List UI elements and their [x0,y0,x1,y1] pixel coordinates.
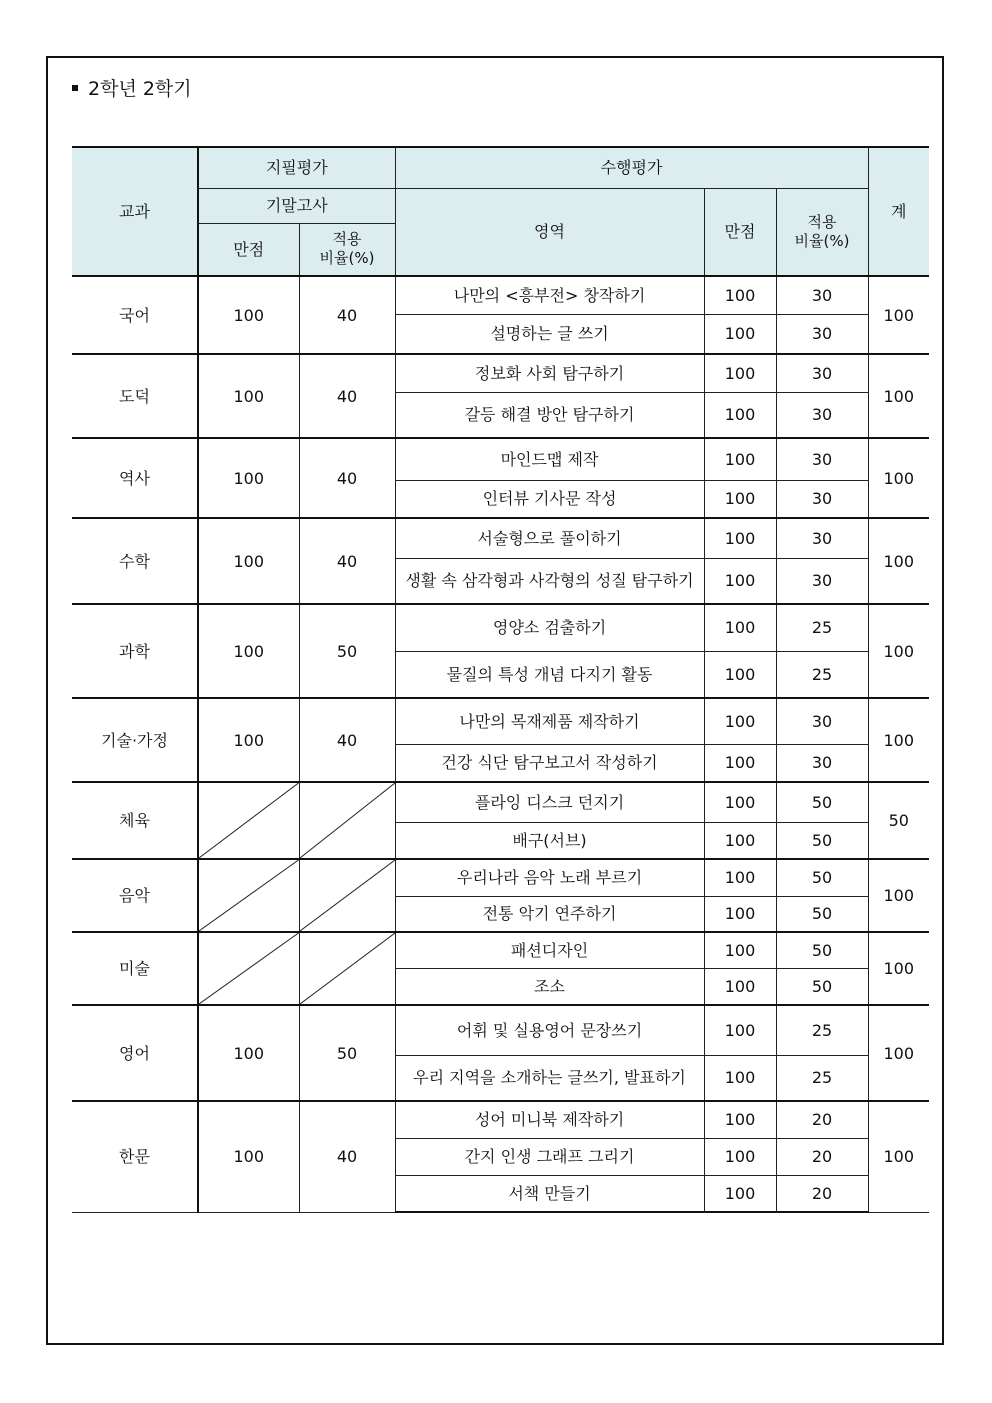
exam-full-score: 100 [198,518,299,604]
table-row [72,438,929,480]
exam-full-score: 100 [198,1101,299,1212]
section-heading [72,77,192,101]
task-ratio: 30 [776,480,868,518]
task-ratio: 50 [776,968,868,1005]
task-ratio: 20 [776,1138,868,1175]
task-full-score: 100 [704,822,776,859]
bullet-icon [72,85,78,91]
subject-total: 100 [868,1005,929,1101]
subject-name: 체육 [72,782,198,859]
task-ratio: 30 [776,354,868,392]
subject-name: 역사 [72,438,198,518]
task-area: 나만의 <흥부전> 창작하기 [395,276,704,314]
table-row [72,1005,929,1055]
task-area: 서술형으로 풀이하기 [395,518,704,558]
header-performance: 수행평가 [395,147,868,188]
header-area: 영역 [395,188,704,276]
header-perf-ratio-line1: 적용 [807,212,837,231]
task-full-score: 100 [704,782,776,822]
task-ratio: 50 [776,932,868,968]
exam-ratio-empty [299,859,395,932]
task-area: 패션디자인 [395,932,704,968]
task-full-score: 100 [704,932,776,968]
task-area: 갈등 해결 방안 탐구하기 [395,392,704,438]
exam-full-score: 100 [198,698,299,782]
header-total: 계 [868,147,929,276]
task-ratio: 30 [776,276,868,314]
task-area: 인터뷰 기사문 작성 [395,480,704,518]
task-area: 나만의 목재제품 제작하기 [395,698,704,744]
subject-total: 100 [868,354,929,438]
subject-total: 100 [868,1101,929,1212]
header-ratio [299,223,395,276]
task-full-score: 100 [704,744,776,782]
subject-name: 미술 [72,932,198,1005]
task-ratio: 30 [776,558,868,604]
task-area: 설명하는 글 쓰기 [395,314,704,354]
exam-ratio-empty [299,782,395,859]
exam-ratio: 40 [299,698,395,782]
task-ratio: 20 [776,1101,868,1138]
task-area: 어휘 및 실용영어 문장쓰기 [395,1005,704,1055]
header-ratio-line1: 적용 [332,230,362,249]
subject-name: 한문 [72,1101,198,1212]
header-ratio-line2: 비율(%) [319,249,375,268]
task-full-score: 100 [704,896,776,932]
exam-ratio-empty [299,932,395,1005]
task-area: 물질의 특성 개념 다지기 활동 [395,651,704,698]
task-ratio: 25 [776,1005,868,1055]
task-full-score: 100 [704,392,776,438]
task-ratio: 30 [776,698,868,744]
task-ratio: 30 [776,314,868,354]
exam-full-empty [198,782,299,859]
task-full-score: 100 [704,354,776,392]
table-row [72,932,929,968]
task-ratio: 25 [776,1055,868,1101]
exam-ratio: 40 [299,438,395,518]
task-full-score: 100 [704,1055,776,1101]
subject-name: 영어 [72,1005,198,1101]
subject-total: 100 [868,518,929,604]
exam-ratio: 40 [299,1101,395,1212]
task-ratio: 30 [776,392,868,438]
task-area: 건강 식단 탐구보고서 작성하기 [395,744,704,782]
task-full-score: 100 [704,480,776,518]
table-row [72,782,929,822]
header-full-score: 만점 [198,223,299,276]
task-area: 영양소 검출하기 [395,604,704,651]
task-area: 플라잉 디스크 던지기 [395,782,704,822]
task-full-score: 100 [704,698,776,744]
task-full-score: 100 [704,968,776,1005]
task-full-score: 100 [704,1005,776,1055]
header-final-exam: 기말고사 [198,188,395,223]
subject-total: 100 [868,438,929,518]
task-ratio: 30 [776,518,868,558]
task-full-score: 100 [704,651,776,698]
subject-name: 수학 [72,518,198,604]
task-area: 서책 만들기 [395,1175,704,1212]
task-area: 전통 악기 연주하기 [395,896,704,932]
header-perf-ratio [776,188,868,276]
task-area: 마인드맵 제작 [395,438,704,480]
exam-full-empty [198,932,299,1005]
task-ratio: 30 [776,744,868,782]
exam-full-empty [198,859,299,932]
task-full-score: 100 [704,1101,776,1138]
table-row [72,354,929,392]
task-ratio: 50 [776,782,868,822]
exam-full-score: 100 [198,604,299,698]
exam-full-score: 100 [198,354,299,438]
task-ratio: 30 [776,438,868,480]
task-full-score: 100 [704,1138,776,1175]
subject-total: 100 [868,604,929,698]
subject-total: 100 [868,698,929,782]
task-area: 성어 미니북 제작하기 [395,1101,704,1138]
exam-full-score: 100 [198,438,299,518]
section-title: 2학년 2학기 [88,78,192,100]
evaluation-table [72,146,929,1213]
exam-full-score: 100 [198,276,299,354]
task-full-score: 100 [704,314,776,354]
task-ratio: 25 [776,651,868,698]
header-perf-full-score: 만점 [704,188,776,276]
task-full-score: 100 [704,438,776,480]
header-perf-ratio-line2: 비율(%) [794,231,850,250]
task-ratio: 50 [776,822,868,859]
task-area: 배구(서브) [395,822,704,859]
table-row [72,859,929,896]
subject-name: 국어 [72,276,198,354]
task-full-score: 100 [704,859,776,896]
subject-name: 음악 [72,859,198,932]
subject-total: 100 [868,932,929,1005]
subject-total: 100 [868,859,929,932]
task-ratio: 50 [776,859,868,896]
exam-full-score: 100 [198,1005,299,1101]
task-area: 생활 속 삼각형과 사각형의 성질 탐구하기 [395,558,704,604]
task-ratio: 50 [776,896,868,932]
subject-total: 100 [868,276,929,354]
task-area: 우리나라 음악 노래 부르기 [395,859,704,896]
table-row [72,604,929,651]
task-full-score: 100 [704,276,776,314]
task-area: 우리 지역을 소개하는 글쓰기, 발표하기 [395,1055,704,1101]
header-subject: 교과 [72,147,198,276]
table-row [72,276,929,314]
exam-ratio: 50 [299,1005,395,1101]
task-area: 조소 [395,968,704,1005]
task-full-score: 100 [704,558,776,604]
task-ratio: 20 [776,1175,868,1212]
task-area: 간지 인생 그래프 그리기 [395,1138,704,1175]
task-ratio: 25 [776,604,868,651]
exam-ratio: 50 [299,604,395,698]
subject-name: 과학 [72,604,198,698]
header-written: 지필평가 [198,147,395,188]
exam-ratio: 40 [299,518,395,604]
table-row [72,1101,929,1138]
exam-ratio: 40 [299,354,395,438]
task-full-score: 100 [704,518,776,558]
task-area: 정보화 사회 탐구하기 [395,354,704,392]
exam-ratio: 40 [299,276,395,354]
table-row [72,518,929,558]
subject-total: 50 [868,782,929,859]
table-row [72,698,929,744]
task-full-score: 100 [704,604,776,651]
subject-name: 기술·가정 [72,698,198,782]
subject-name: 도덕 [72,354,198,438]
task-full-score: 100 [704,1175,776,1212]
